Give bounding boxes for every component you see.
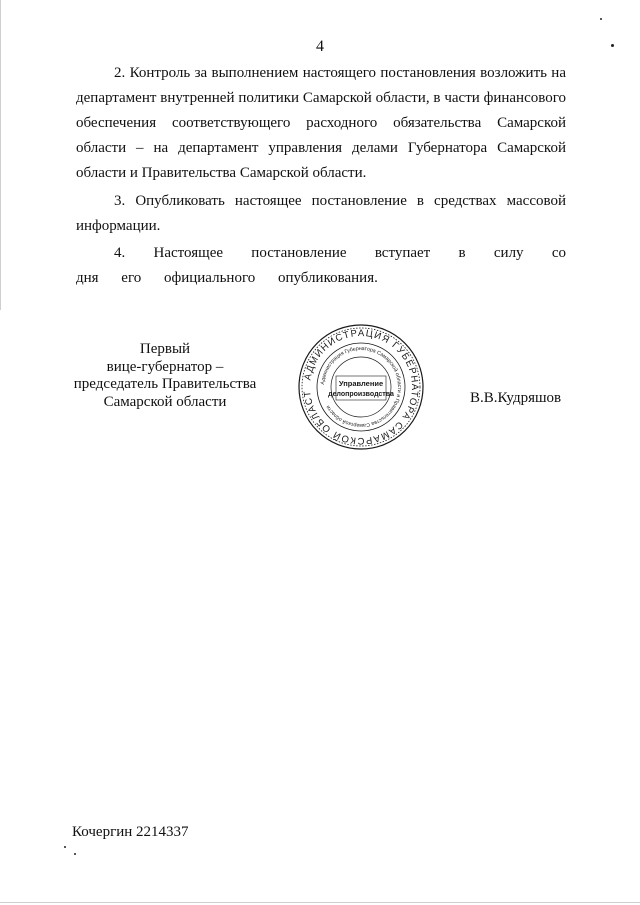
scan-speck — [611, 44, 614, 47]
executor-code: Кочергин 2214337 — [72, 824, 189, 840]
scan-speck — [600, 18, 602, 20]
signatory-title — [62, 341, 268, 411]
seal-graphic — [296, 322, 426, 452]
page-number: 4 — [316, 38, 324, 55]
paragraph-control: 2. Контроль за выполнением настоящего постановления возложить на департамент внутренней политики Самарской области, в части финансового обеспечения соответствующего расходного обязательства Самарской области – на департамент управления делами Губернатора Самарской области и Правительства Самарской области. — [76, 65, 566, 181]
seal-center-line: Управление — [338, 379, 384, 388]
scan-speck — [74, 853, 76, 855]
signatory-name: В.В.Кудряшов — [470, 390, 562, 406]
signatory-title-line: Самарской области — [103, 393, 227, 410]
signatory-title-line: председатель Правительства — [73, 376, 257, 392]
seal-center-line: делопроизводства — [328, 391, 394, 398]
signatory-title-line: Первый — [139, 341, 191, 357]
paragraph-effective-date-text: 4. Настоящее постановление вступает в силу со дня его официального опубликования. — [76, 245, 566, 286]
scan-edge-bottom — [0, 902, 640, 903]
paragraph-effective-date — [76, 241, 566, 291]
signatory-title-line: вице-губернатор – — [106, 358, 224, 375]
official-seal — [296, 322, 426, 452]
seal-outer-text: АДМИНИСТРАЦИЯ ГУБЕРНАТОРА САМАРСКОЙ ОБЛАСТ — [302, 327, 421, 447]
seal-inner-text: Администрация Губернатора Самарской области и Правительства Самарской области — [320, 345, 403, 429]
scan-speck — [64, 846, 66, 848]
paragraph-publish: 3. Опубликовать настоящее постановление в средствах массовой информации. — [76, 193, 566, 234]
